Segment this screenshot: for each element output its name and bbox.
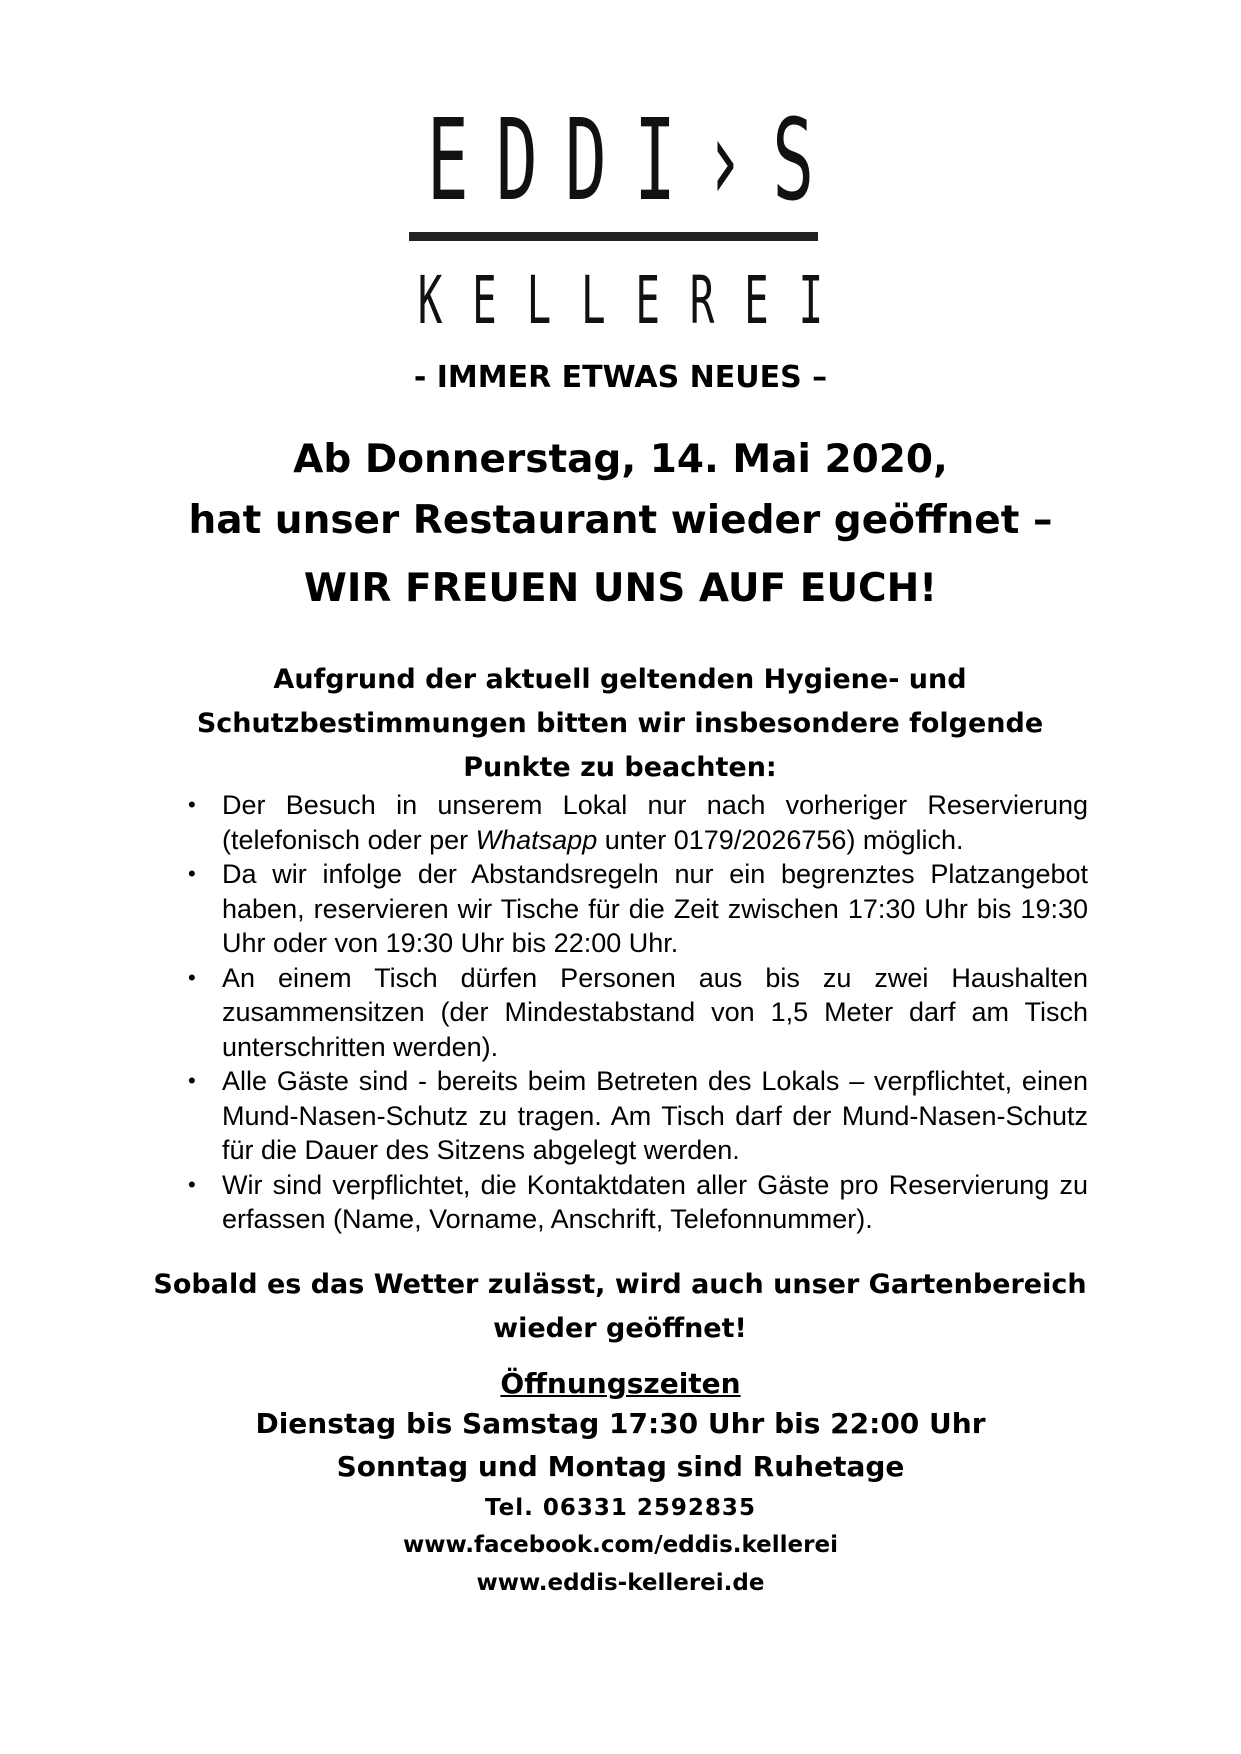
headline-line-3: WIR FREUEN UNS AUF EUCH! — [303, 566, 938, 611]
logo-name: EDDI›S — [426, 96, 842, 226]
logo-divider — [409, 232, 818, 241]
bullet-icon: • — [188, 1068, 196, 1093]
bullet-icon: • — [188, 861, 196, 886]
opening-hours-closed-days: Sonntag und Montag sind Ruhetage — [336, 1450, 905, 1483]
rule-text: Wir sind verpflichtet, die Kontaktdaten aller Gäste pro Reservierung zu erfassen (Name, Vorname, Anschrift, Telefonnummer). — [222, 1169, 1088, 1234]
headline-line-1: Ab Donnerstag, 14. Mai 2020, — [293, 437, 948, 482]
list-item — [188, 1064, 1088, 1168]
garden-notice: Sobald es das Wetter zulässt, wird auch unser Gartenbereich wieder geöffnet! — [153, 1269, 1087, 1344]
rule-text: Alle Gäste sind - bereits beim Betreten des Lokals – verpflichtet, einen Mund-Nasen-Schutz zu tragen. Am Tisch darf der Mund-Nasen-Schutz für die Dauer des Sitzens abgelegt werden. — [222, 1066, 1088, 1165]
opening-hours-weekdays: Dienstag bis Samstag 17:30 Uhr bis 22:00 Uhr — [255, 1407, 986, 1440]
bullet-icon: • — [188, 1171, 196, 1197]
logo-subtitle: KELLEREI — [417, 262, 853, 339]
headline-line-2: hat unser Restaurant wieder geöffnet – — [188, 498, 1053, 543]
tagline: - IMMER ETWAS NEUES – — [413, 360, 828, 395]
phone-number: Tel. 06331 2592835 — [485, 1495, 756, 1521]
rule-text-end: unter 0179/2026756) möglich. — [597, 824, 964, 855]
rules-list — [188, 788, 1088, 1237]
rule-text: Da wir infolge der Abstandsregeln nur ein begrenztes Platzangebot haben, reservieren wir Tische für die Zeit zwischen 17:30 Uhr bis 19:30 Uhr oder von 19:30 Uhr bis 22:00 Uhr. — [222, 859, 1088, 958]
website-link[interactable]: www.eddis-kellerei.de — [476, 1570, 765, 1596]
rule-text: An einem Tisch dürfen Personen aus bis zu zwei Haushalten zusammensitzen (der Mindestabstand von 1,5 Meter darf am Tisch unterschritten werden). — [222, 962, 1088, 1062]
facebook-link[interactable]: www.facebook.com/eddis.kellerei — [403, 1532, 838, 1558]
list-item — [188, 857, 1088, 961]
intro-text: Aufgrund der aktuell geltenden Hygiene- und Schutzbestimmungen bitten wir insbesondere folgende Punkte zu beachten: — [196, 664, 1044, 783]
whatsapp-emphasis: Whatsapp — [475, 824, 598, 855]
bullet-icon: • — [188, 792, 196, 817]
list-item — [188, 788, 1088, 857]
opening-hours-title: Öffnungszeiten — [500, 1367, 741, 1400]
rule-text-start: Der Besuch in unserem Lokal nur nach vorheriger Reservierung (telefonisch oder per — [222, 790, 1088, 855]
bullet-icon: • — [188, 964, 196, 990]
list-item — [188, 1168, 1088, 1237]
list-item — [188, 961, 1088, 1065]
